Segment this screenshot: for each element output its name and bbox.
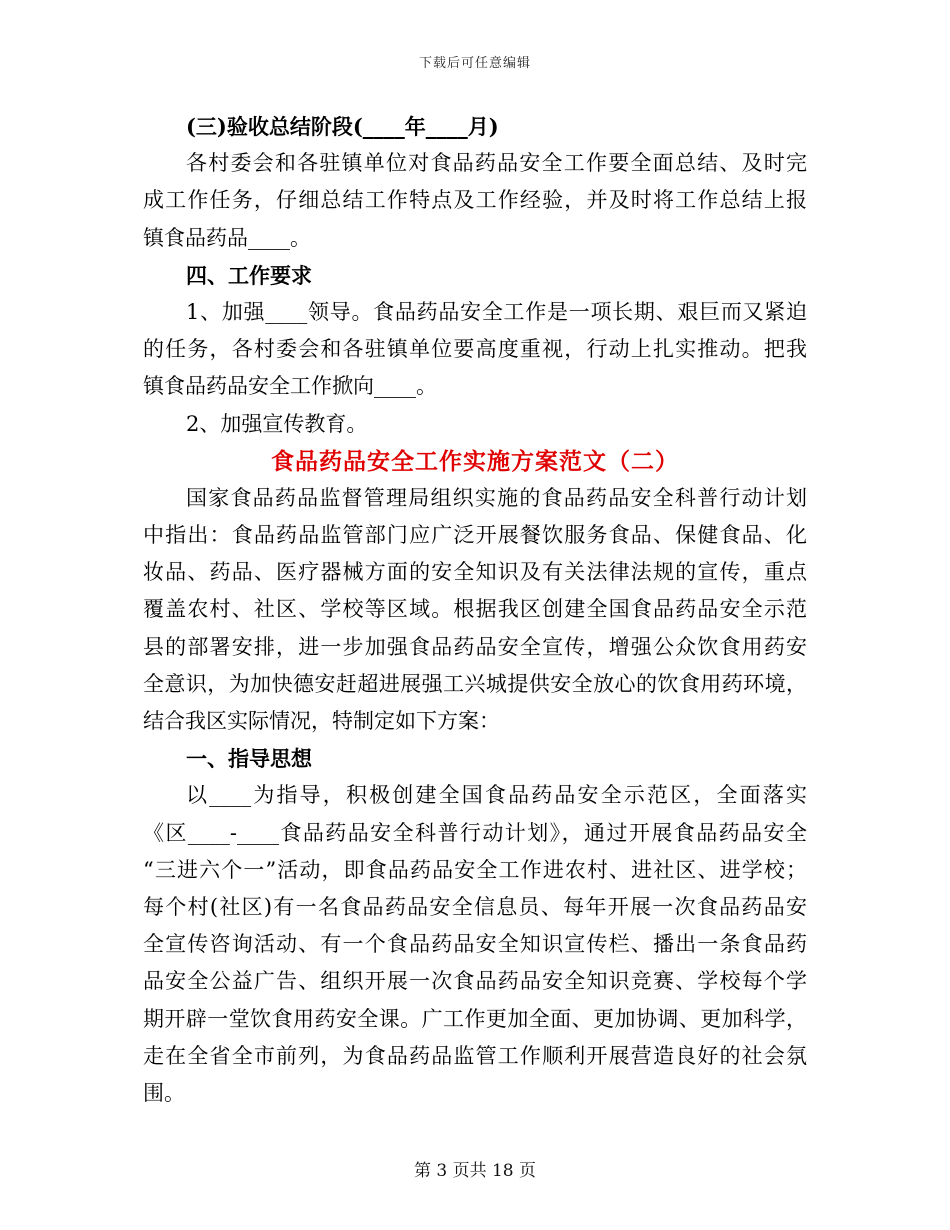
paragraph-line: 期开辟一堂饮食用药安全课。广工作更加全面、更加协调、更加科学， xyxy=(143,1006,807,1031)
section-title: 食品药品安全工作实施方案范文（二） xyxy=(271,447,679,475)
paragraph-line: 围。 xyxy=(143,1080,185,1105)
paragraph-line: 全宣传咨询活动、有一个食品药品安全知识宣传栏、播出一条食品药 xyxy=(143,932,807,957)
paragraph-line: 1、加强____领导。食品药品安全工作是一项长期、艰巨而又紧迫 xyxy=(186,299,807,324)
paragraph-line: 全意识，为加快德安赶超进展强工兴城提供安全放心的饮食用药环境， xyxy=(143,671,807,696)
paragraph-line: 国家食品药品监督管理局组织实施的食品药品安全科普行动计划 xyxy=(186,485,807,510)
paragraph-line: 品安全公益广告、组织开展一次食品药品安全知识竞赛、学校每个学 xyxy=(143,969,807,994)
paragraph-line: 县的部署安排，进一步加强食品药品安全宣传，增强公众饮食用药安 xyxy=(143,634,807,659)
paragraph-line: 每个村(社区)有一名食品药品安全信息员、每年开展一次食品药品安 xyxy=(143,894,807,919)
page-header: 下载后可任意编辑 xyxy=(418,56,531,71)
paragraph-line: 成工作任务，仔细总结工作特点及工作经验，并及时将工作总结上报 xyxy=(143,188,807,213)
heading-work-requirements: 四、工作要求 xyxy=(186,262,312,288)
paragraph-line: 以____为指导，积极创建全国食品药品安全示范区，全面落实 xyxy=(186,783,807,808)
paragraph-line: “三进六个一”活动，即食品药品安全工作进农村、进社区、进学校； xyxy=(143,857,807,882)
paragraph-line: 镇食品药品____。 xyxy=(143,225,311,250)
heading-guiding-ideology: 一、指导思想 xyxy=(186,746,312,772)
paragraph-line: 结合我区实际情况，特制定如下方案： xyxy=(143,709,500,733)
paragraph-line: 覆盖农村、社区、学校等区域。根据我区创建全国食品药品安全示范 xyxy=(143,597,807,622)
paragraph-line: 妆品、药品、医疗器械方面的安全知识及有关法律法规的宣传，重点 xyxy=(143,560,807,585)
document-body xyxy=(143,108,807,1112)
heading-acceptance-stage: (三)验收总结阶段(____年____月) xyxy=(186,114,499,139)
paragraph-line: 《区____-____食品药品安全科普行动计划》，通过开展食品药品安全 xyxy=(143,820,807,845)
paragraph-line: 各村委会和各驻镇单位对食品药品安全工作要全面总结、及时完 xyxy=(186,151,807,176)
paragraph-line: 镇食品药品安全工作掀向____。 xyxy=(143,374,437,399)
requirement-item: 2、加强宣传教育。 xyxy=(186,411,368,436)
paragraph-line: 中指出：食品药品监管部门应广泛开展餐饮服务食品、保健食品、化 xyxy=(143,523,807,548)
page-number: 第 3 页共 18 页 xyxy=(413,1161,537,1181)
paragraph-line: 走在全省全市前列，为食品药品监管工作顺利开展营造良好的社会氛 xyxy=(143,1043,807,1068)
paragraph-line: 的任务，各村委会和各驻镇单位要高度重视，行动上扎实推动。把我 xyxy=(143,337,807,362)
